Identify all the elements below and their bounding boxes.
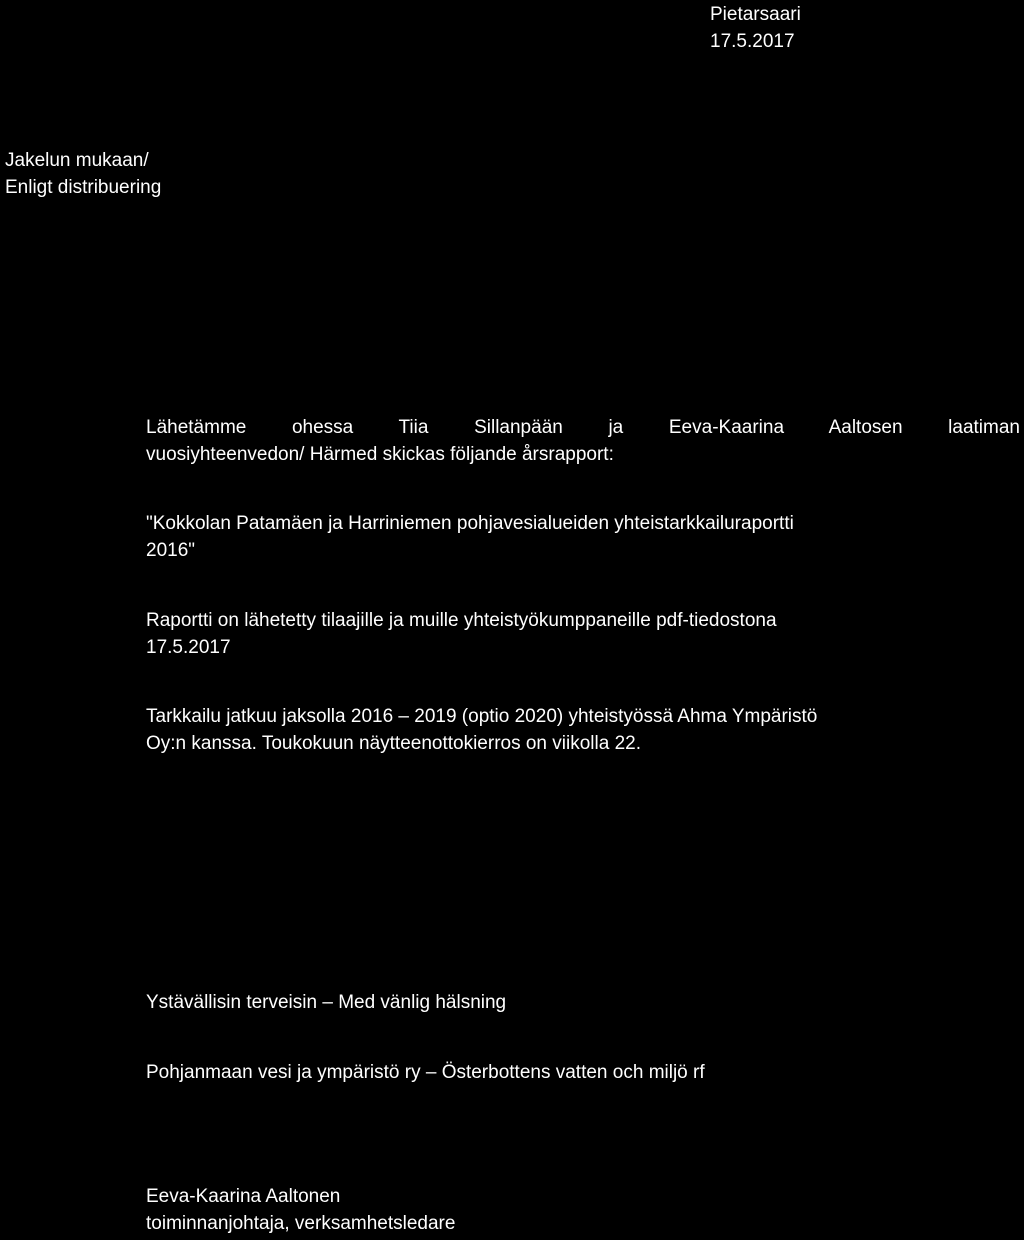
greeting-text: Ystävällisin terveisin – Med vänlig hälsning — [146, 992, 507, 1013]
closing-greeting — [146, 989, 506, 1016]
letter-header — [710, 1, 801, 55]
paragraph-intro — [146, 414, 1020, 468]
signature-block — [146, 1183, 455, 1237]
distribution-block — [5, 147, 161, 201]
paragraph-sent — [146, 607, 986, 661]
paragraph-report-title — [146, 510, 986, 564]
letter-place: Pietarsaari — [710, 4, 801, 25]
report-title-line-2: 2016" — [146, 540, 196, 561]
distribution-line-fi: Jakelun mukaan/ — [5, 150, 149, 171]
organization-text: Pohjanmaan vesi ja ympäristö ry – Österbottens vatten och miljö rf — [146, 1062, 705, 1083]
paragraph-sent-line-1: Raportti on lähetetty tilaajille ja muille yhteistyökumppaneille pdf-tiedostona — [146, 610, 777, 631]
report-title-line-1: "Kokkolan Patamäen ja Harriniemen pohjavesialueiden yhteistarkkailuraportti — [146, 513, 794, 534]
letter-date: 17.5.2017 — [710, 31, 795, 52]
paragraph-monitoring — [146, 703, 1006, 757]
paragraph-sent-line-2: 17.5.2017 — [146, 637, 231, 658]
paragraph-monitoring-line-1: Tarkkailu jatkuu jaksolla 2016 – 2019 (optio 2020) yhteistyössä Ahma Ympäristö — [146, 706, 818, 727]
organization-name — [146, 1059, 705, 1086]
distribution-line-sv: Enligt distribuering — [5, 177, 162, 198]
signature-name: Eeva-Kaarina Aaltonen — [146, 1186, 341, 1207]
paragraph-monitoring-line-2: Oy:n kanssa. Toukokuun näytteenottokierros on viikolla 22. — [146, 733, 641, 754]
paragraph-intro-line-2: vuosiyhteenvedon/ Härmed skickas följande årsrapport: — [146, 444, 614, 465]
signature-title: toiminnanjohtaja, verksamhetsledare — [146, 1213, 456, 1234]
paragraph-intro-line-1: Lähetämme ohessa Tiia Sillanpään ja Eeva-Kaarina Aaltosen laatiman — [146, 417, 1020, 438]
